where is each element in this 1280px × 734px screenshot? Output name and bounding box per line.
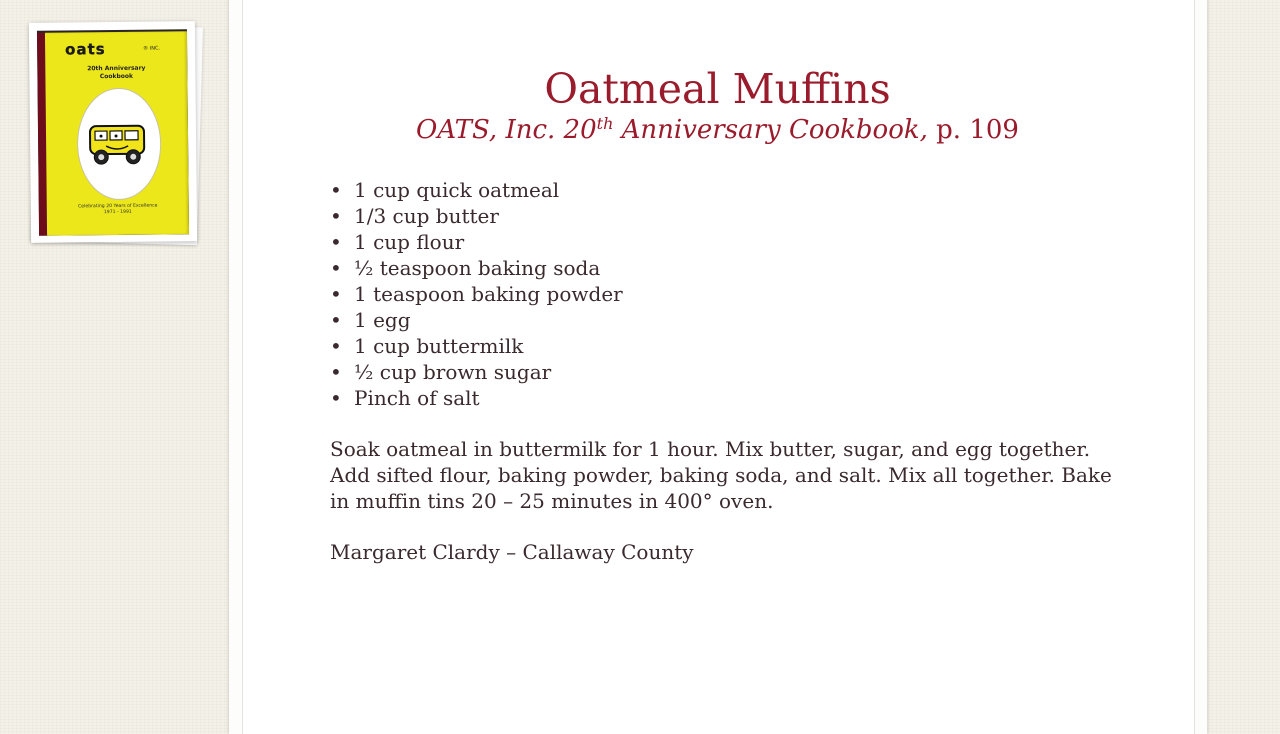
list-item — [330, 333, 623, 359]
book-logo: oats — [65, 40, 106, 59]
bullet: • — [330, 334, 342, 358]
instructions-line: Soak oatmeal in buttermilk for 1 hour. Mix butter, sugar, and egg together. — [330, 437, 1091, 461]
source-book-title — [416, 115, 928, 145]
source-book-prefix: OATS, Inc. 20 — [416, 115, 597, 145]
book-cover-footer — [47, 203, 189, 216]
list-item — [330, 203, 623, 229]
book-cover-title — [45, 64, 187, 81]
bus-icon — [84, 118, 151, 169]
ingredient-text: 1 cup quick oatmeal — [354, 178, 560, 202]
list-item — [330, 385, 623, 411]
ingredient-text: 1/3 cup butter — [354, 204, 499, 228]
bullet: • — [330, 282, 342, 306]
ingredient-text: ½ teaspoon baking soda — [354, 256, 601, 280]
source-page: p. 109 — [927, 115, 1019, 145]
list-item — [330, 281, 623, 307]
book-cover-footer-line1: Celebrating 20 Years of Excellence — [78, 203, 158, 210]
list-item — [330, 307, 623, 333]
photo-image — [37, 29, 189, 236]
list-item — [330, 229, 623, 255]
instructions-line: in muffin tins 20 – 25 minutes in 400° oven. — [330, 489, 774, 513]
book-cover-title-line1: 20th Anniversary — [87, 64, 146, 73]
list-item — [330, 359, 623, 385]
cookbook-photo — [29, 21, 197, 243]
ingredient-text: 1 cup flour — [354, 230, 465, 254]
bullet: • — [330, 386, 342, 410]
bullet: • — [330, 178, 342, 202]
ingredient-text: Pinch of salt — [354, 386, 480, 410]
ingredient-text: 1 egg — [354, 308, 411, 332]
ingredient-text: 1 cup buttermilk — [354, 334, 524, 358]
list-item — [330, 177, 623, 203]
instructions-line: Add sifted flour, baking powder, baking soda, and salt. Mix all together. Bake — [330, 463, 1112, 487]
book-cover-title-line2: Cookbook — [99, 72, 134, 81]
bullet: • — [330, 360, 342, 384]
bullet: • — [330, 230, 342, 254]
ingredient-text: 1 teaspoon baking powder — [354, 282, 623, 306]
bullet: • — [330, 204, 342, 228]
recipe-instructions — [330, 436, 1110, 514]
recipe-credit: Margaret Clardy – Callaway County — [330, 540, 694, 564]
book-cover-footer-line2: 1971 - 1991 — [103, 209, 132, 216]
recipe-title: Oatmeal Muffins — [544, 65, 891, 113]
list-item — [330, 255, 623, 281]
ingredient-list — [330, 177, 623, 411]
book-logo-inc: ® INC. — [143, 45, 161, 52]
recipe-source — [242, 112, 1193, 148]
book-cover — [45, 31, 189, 235]
ingredient-text: ½ cup brown sugar — [354, 360, 552, 384]
bullet: • — [330, 308, 342, 332]
source-book-suffix: Anniversary Cookbook, — [613, 115, 928, 145]
source-book-superscript: th — [596, 114, 614, 133]
bullet: • — [330, 256, 342, 280]
